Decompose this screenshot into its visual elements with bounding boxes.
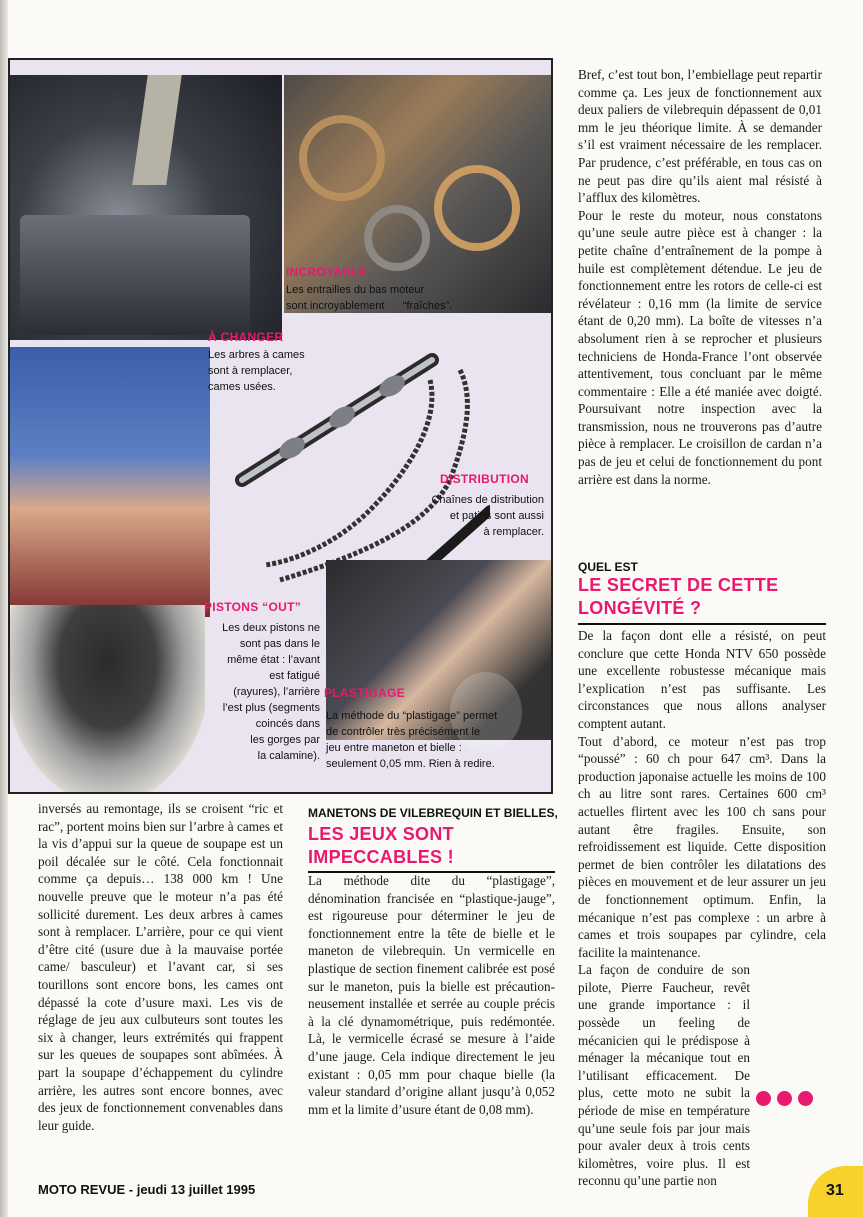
caption-pistons-text: Les deux pistons ne sont pas dans le même état : l’avant est fatigué (rayures), l’arrière l’est plus (segments coincés dans les gorges par la calamine). <box>222 622 320 762</box>
dot-icon <box>798 1091 813 1106</box>
dot-icon <box>777 1091 792 1106</box>
right-headline: LE SECRET DE CETTE LONGÉVITÉ ? <box>578 575 779 618</box>
photo-piston <box>10 605 205 794</box>
caption-changer-title: À CHANGER <box>208 330 284 344</box>
photo-collage <box>8 58 553 794</box>
caption-incroyable-title: INCROYABLE <box>286 265 368 279</box>
caption-plastigage-title: PLASTIGAGE <box>324 686 406 700</box>
page-spine-shadow <box>0 0 8 1217</box>
footer-publication: MOTO REVUE - jeudi 13 juillet 1995 <box>38 1182 256 1197</box>
right-column-top-text: Bref, c’est tout bon, l’embiellage peut repartir comme ça. Les jeux de fonctionnement aux deux paliers de vilebrequin dépassent de 0,01 mm le jeu théorique limite. À se demander s’il est vraiment nécessaire de les remplacer. Par prudence, c’est préférable, en tous cas on ne peut pas dire qu’ils aient mal résisté à l’afflux des kilomètres. Pour le reste du moteur, nous constatons qu’une seule autre pièce est à changer : la petite chaîne d’entraînement de la pompe à huile est complètement détendue. Le jeu de fonctionnement entre les rotors de celle-ci est révélateur : 0,16 mm (la limite de service étant de 0,20 mm). La boîte de vitesses n’a absolument rien à se reprocher et plusieurs techniciens de Honda-France l’ont observée attentivement, tous concluant par le même commentaire : Elle a été maniée avec doigté. Poursuivant notre inspection avec la transmission, nous ne trouverons pas d’autre pièce à remplacer. Le croisillon de cardan n’a pas de jeu et celui de fonctionnement du pont arrière est dans la norme. <box>578 67 822 487</box>
right-kicker: QUEL EST <box>578 560 638 574</box>
right-rule <box>578 623 826 625</box>
right-column-text: De la façon dont elle a résisté, on peut conclure que cette Honda NTV 650 possède une excellente robustesse mécanique mais l’explication n’est pas suffisante. Les circonstances que nous allons analyser comptent autant. Tout d’abord, ce moteur n’est pas trop “poussé” : 60 ch pour 647 cm³. Dans la production japonaise actuelle les moins de 100 ch au litre sont rares. Certaines 600 cm³ actuelles flirtent avec les 100 ch sans pour autant être fragiles. Ensuite, son refroidissement est liquide. Cette disposition permet de bien contrôler les dilatations des pièces en mouvement et de leur assurer un jeu de fonctionnement optimum. Enfin, la mécanique n’est pas complexe : un arbre à cames et trois soupapes par cylindre, cela facilite la maintenance. La façon de conduire de son pilote, Pierre Faucheur, revêt une grande importance : il possède un feeling de mécanicien qui le prédispose à ménager la mécanique tout en l’utilisant efficacement. De plus, cette moto ne subit la période de mise en température qu’une seule fois par jour mais pour avaler deux à trois cents kilomètres, voire plus. Il est reconnu qu’une partie non <box>578 628 826 1189</box>
mid-headline: LES JEUX SONT IMPECCABLES ! <box>308 824 454 867</box>
caption-incroyable-text: Les entrailles du bas moteur sont incroyablement “fraîches”. <box>286 284 453 312</box>
photo-hands-camshaft <box>10 347 210 617</box>
caption-pistons-title: PISTONS “OUT” <box>204 600 302 614</box>
photo-engine-head <box>10 75 282 340</box>
page-number: 31 <box>826 1182 844 1199</box>
end-of-article-dots <box>756 1091 819 1111</box>
mid-kicker: MANETONS DE VILEBREQUIN ET BIELLES, <box>308 806 558 820</box>
caption-distribution-text: Chaînes de distribution et patins sont aussi à remplacer. <box>431 494 544 538</box>
dot-icon <box>756 1091 771 1106</box>
caption-distribution-title: DISTRIBUTION <box>440 472 529 486</box>
caption-plastigage-text: La méthode du “plastigage” permet de contrôler très précisément le jeu entre maneton et bielle : seulement 0,05 mm. Rien à redire. <box>326 710 498 770</box>
left-column-text: inversés au remontage, ils se croisent “ric et rac”, portent moins bien sur l’arbre à cames et la vis d’appui sur la queue de soupape est un poil décalée sur le côté. Cela fonctionnait comme ça depuis… 138 000 km ! Une nouvelle preuve que le moteur n’a pas été sollicité durement. Les deux arbres à cames sont à remplacer. L’arrière, pour ce qui vient d’être cité (usure due à la mauvaise portée came/ basculeur) et l’avant car, si ses tourillons sont encore bons, les cames ont dépassé la cote d’usure maxi. Les vis de réglage de jeu aux culbuteurs sont toutes les six à changer, leurs extrémités qui frappent sur les queues de soupapes sont abîmées. À part la soupape d’échappement du cylindre arrière, les autres sont encore bonnes, avec des jeux de fonctionnement convenables dans leur guide. <box>38 801 283 1133</box>
mid-column-text: La méthode dite du “plastigage”, dénomination francisée en “plastique-jauge”, est rigoureuse pour déterminer le jeu de fonctionnement entre la tête de bielle et le maneton de vilebrequin. Un vermicelle en plastique de section finement calibrée est posé sur le maneton, puis la bielle est précaution-neusement installée et serrée au couple précis à la clé dynamométrique, puis redémontée. Là, le vermicelle écrasé se mesure à l’aide d’une jauge. Cela indique directement le jeu existant : 0,05 mm pour chaque bielle (la valeur standard d’origine allant jusqu’à 0,052 mm et la limite d’usure étant de 0,08 mm). <box>308 873 555 1117</box>
caption-changer-text: Les arbres à cames sont à remplacer, cames usées. <box>208 349 305 393</box>
